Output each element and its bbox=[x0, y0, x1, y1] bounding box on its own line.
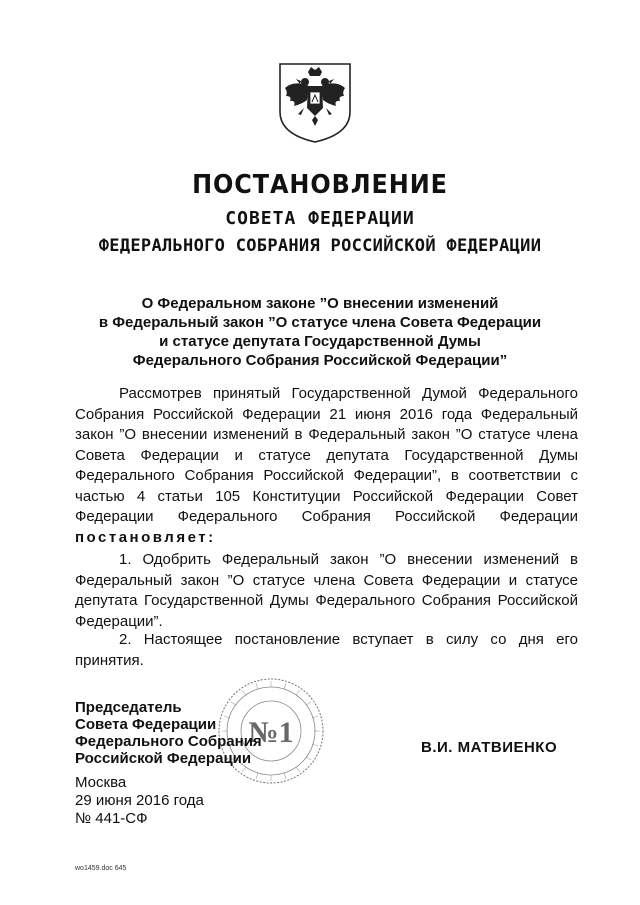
document-heading-line: О Федеральном законе ”О внесении изменений bbox=[141, 295, 499, 312]
seal-number: №1 bbox=[248, 716, 294, 749]
document-heading-line: в Федеральный закон ”О статусе члена Совета Федерации bbox=[98, 314, 542, 331]
body-paragraph-preamble bbox=[75, 384, 578, 548]
document-subtitle-line2: ФЕДЕРАЛЬНОГО СОБРАНИЯ РОССИЙСКОЙ ФЕДЕРАЦИИ bbox=[98, 236, 542, 256]
signatory-position-line: Федерального Собрания bbox=[75, 733, 262, 750]
document-heading-line: и статусе депутата Государственной Думы bbox=[159, 333, 481, 350]
coat-of-arms-emblem bbox=[276, 62, 354, 144]
signatory-position-line: Председатель bbox=[75, 699, 182, 716]
document-title: ПОСТАНОВЛЕНИЕ bbox=[192, 170, 448, 200]
date: 29 июня 2016 года bbox=[75, 792, 204, 809]
resolution-item-1: 1. Одобрить Федеральный закон ”О внесении изменений в Федеральный закон ”О статусе члена Совета Федерации и статусе депутата Государственной Думы Федерального Собрания Российской Федерации”. bbox=[75, 551, 578, 630]
document-heading bbox=[70, 294, 570, 370]
signatory-position bbox=[75, 699, 262, 767]
signatory-position-line: Совета Федерации bbox=[75, 716, 217, 733]
resolution-item-2: 2. Настоящее постановление вступает в силу со дня его принятия. bbox=[75, 631, 578, 669]
document-subtitle-line1: СОВЕТА ФЕДЕРАЦИИ bbox=[225, 208, 415, 229]
signatory-name: В.И. МАТВИЕНКО bbox=[421, 739, 558, 756]
preamble-text: Рассмотрев принятый Государственной Думой Федерального Собрания Российской Федерации 21 июня 2016 года Федеральный закон ”О внесении изменений в Федеральный закон ”О статусе члена Совета Федерации и статусе депутата Государственной Думы Федерального Собрания Российской Федерации”, в соответствии с частью 4 статьи 105 Конституции Российской Федерации Совет Федерации Федерального Собрания Российской Федерации bbox=[75, 385, 578, 525]
document-number: № 441-СФ bbox=[75, 810, 148, 827]
signatory-position-line: Российской Федерации bbox=[75, 750, 252, 767]
footer-file-code: wo1459.doc 645 bbox=[75, 865, 127, 872]
place-and-date bbox=[75, 774, 204, 828]
resolution-keyword: постановляет: bbox=[75, 528, 216, 546]
document-heading-line: Федерального Собрания Российской Федерации” bbox=[132, 352, 508, 369]
city: Москва bbox=[75, 774, 127, 791]
